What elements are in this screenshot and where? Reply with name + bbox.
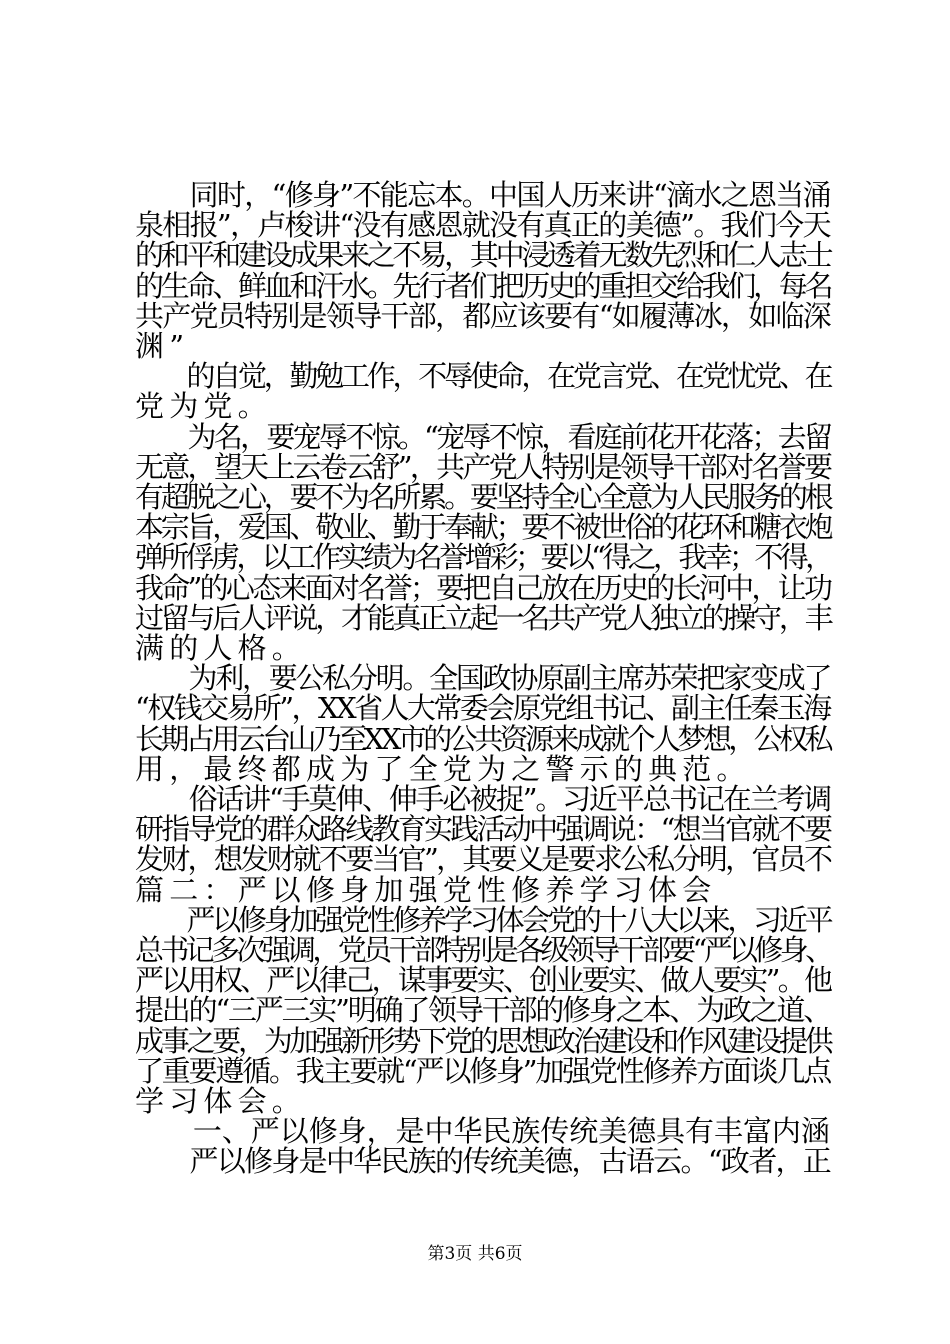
body-line: 篇二：严以修身加强党性修养学习体会 <box>135 872 717 907</box>
body-line: 提出的“三严三实”明确了领导干部的修身之本、为政之道、 <box>135 993 831 1028</box>
body-line: 的自觉，勤勉工作，不辱使命，在党言党、在党忧党、在 <box>135 359 831 394</box>
body-line: 本宗旨，爱国、敬业、勤于奉献；要不被世俗的花环和糖衣炮 <box>135 510 831 545</box>
body-line: 共产党员特别是领导干部，都应该要有“如履薄冰，如临深 <box>135 298 831 333</box>
page-footer: 第3页 共6页 <box>427 1244 523 1264</box>
body-line: 我命”的心态来面对名誉；要把自己放在历史的长河中，让功 <box>135 570 831 605</box>
body-line: 成事之要，为加强新形势下党的思想政治建设和作风建设提供 <box>135 1023 831 1058</box>
body-line: 渊” <box>135 329 190 363</box>
body-line: 学习体会。 <box>135 1084 307 1118</box>
body-line: 党为党。 <box>135 389 272 424</box>
body-line: 泉相报”，卢梭讲“没有感恩就没有真正的美德”。我们今天 <box>135 208 830 243</box>
body-line: 严以修身加强党性修养学习体会党的十八大以来，习近平 <box>135 902 831 937</box>
body-line: 弹所俘虏，以工作实绩为名誉增彩；要以“得之，我幸；不得， <box>135 540 831 575</box>
body-line: 一、严以修身，是中华民族传统美德具有丰富内涵 <box>135 1114 830 1149</box>
body-line: 了重要遵循。我主要就“严以修身”加强党性修养方面谈几点 <box>135 1053 831 1088</box>
body-line: 研指导党的群众路线教育实践活动中强调说：“想当官就不要 <box>135 812 831 847</box>
body-line: 过留与后人评说，才能真正立起一名共产党人独立的操守，丰 <box>135 600 831 635</box>
body-line: 的生命、鲜血和汗水。先行者们把历史的重担交给我们，每名 <box>135 268 831 303</box>
body-line: 严以修身是中华民族的传统美德，古语云。“政者，正 <box>135 1144 831 1179</box>
body-line: 严以用权、严以律己，谋事要实、创业要实、做人要实”。他 <box>135 963 831 998</box>
body-line: 发财，想发财就不要当官”，其要义是要求公私分明，官员不 <box>135 842 831 877</box>
body-line: 为利，要公私分明。全国政协原副主席苏荣把家变成了 <box>135 661 831 696</box>
body-line: 为名，要宠辱不惊。“宠辱不惊，看庭前花开花落；去留 <box>135 419 831 454</box>
body-line: 的和平和建设成果来之不易，其中浸透着无数先烈和仁人志士 <box>135 238 831 273</box>
body-line: 无意，望天上云卷云舒”，共产党人特别是领导干部对名誉要 <box>135 449 831 484</box>
body-line: 满的人格。 <box>135 631 307 665</box>
body-line: 同时，“修身”不能忘本。中国人历来讲“滴水之恩当涌 <box>135 178 830 212</box>
body-line: 总书记多次强调，党员干部特别是各级领导干部要“严以修身、 <box>135 933 831 967</box>
body-line: 有超脱之心，要不为名所累。要坚持全心全意为人民服务的根 <box>135 480 831 514</box>
body-line: “权钱交易所”，XX省人大常委会原党组书记、副主任秦玉海 <box>135 691 830 726</box>
body-line: 俗话讲“手莫伸、伸手必被捉”。习近平总书记在兰考调 <box>135 782 831 816</box>
body-line: 用，最终都成为了全党为之警示的典范。 <box>135 751 751 786</box>
body-line: 长期占用云台山乃至XX市的公共资源来成就个人梦想，公权私 <box>135 721 830 756</box>
